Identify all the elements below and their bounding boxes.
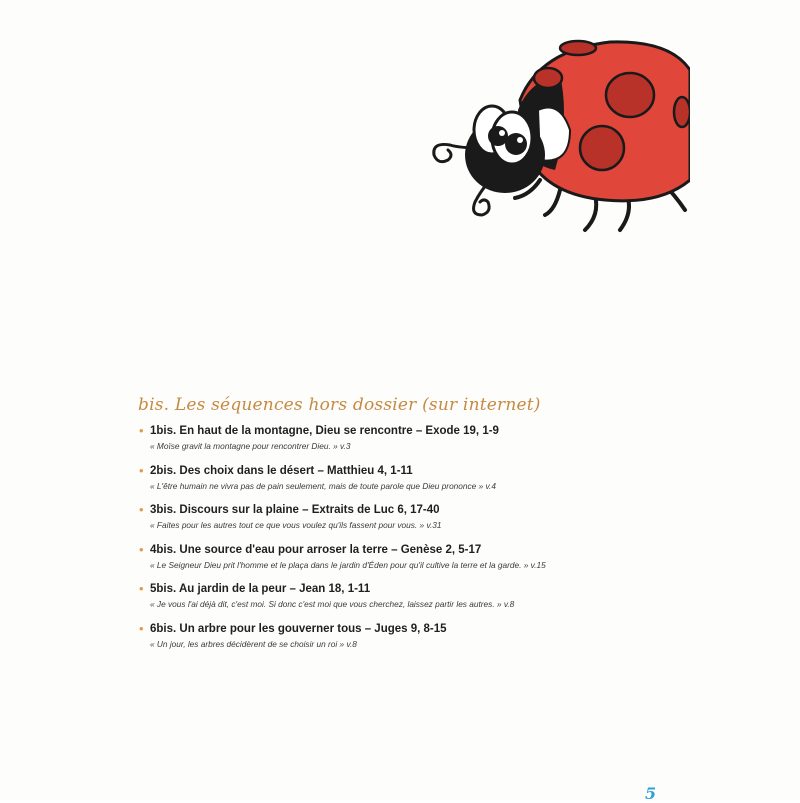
- sequence-quote: « L'être humain ne vivra pas de pain seulement, mais de toute parole que Dieu prononce » v.4: [150, 480, 496, 491]
- sequence-title: 1bis. En haut de la montagne, Dieu se rencontre – Exode 19, 1-9: [150, 425, 499, 437]
- sequence-quote: « Le Seigneur Dieu prit l'homme et le plaça dans le jardin d'Éden pour qu'il cultive la terre et la garde. » v.15: [150, 559, 546, 570]
- sequence-title: 2bis. Des choix dans le désert – Matthieu 4, 1-11: [150, 464, 413, 477]
- sequence-title: 3bis. Discours sur la plaine – Extraits de Luc 6, 17-40: [150, 504, 440, 516]
- sequence-title: 5bis. Au jardin de la peur – Jean 18, 1-11: [150, 583, 371, 595]
- sequence-list: [136, 420, 716, 657]
- sequence-quote: « Je vous l'ai déjà dit, c'est moi. Si donc c'est moi que vous cherchez, laissez partir les autres. » v.8: [150, 599, 515, 609]
- ladybug-illustration: [420, 30, 690, 240]
- sequence-title: 6bis. Un arbre pour les gouverner tous – Juges 9, 8-15: [150, 622, 447, 635]
- sequence-item: [136, 618, 716, 658]
- section-title: bis. Les séquences hors dossier (sur internet): [138, 395, 541, 415]
- bullet-icon: •: [139, 423, 144, 438]
- sequence-item: [136, 460, 716, 500]
- sequence-quote: « Faites pour les autres tout ce que vous voulez qu'ils fassent pour vous. » v.31: [150, 520, 442, 530]
- sequence-quote: « Moïse gravit la montagne pour rencontrer Dieu. » v.3: [150, 441, 351, 451]
- sequence-item: [136, 499, 716, 539]
- bullet-icon: •: [139, 620, 144, 636]
- bullet-icon: •: [139, 502, 144, 517]
- bullet-icon: •: [139, 541, 144, 557]
- sequence-item: [136, 539, 716, 579]
- bullet-icon: •: [139, 581, 144, 596]
- page-number: 5: [645, 784, 657, 803]
- sequence-title: 4bis. Une source d'eau pour arroser la terre – Genèse 2, 5-17: [150, 543, 482, 556]
- sequence-item: [136, 578, 716, 618]
- bullet-icon: •: [139, 462, 144, 478]
- sequence-quote: « Un jour, les arbres décidèrent de se choisir un roi » v.8: [150, 638, 357, 649]
- sequence-item: [136, 420, 716, 460]
